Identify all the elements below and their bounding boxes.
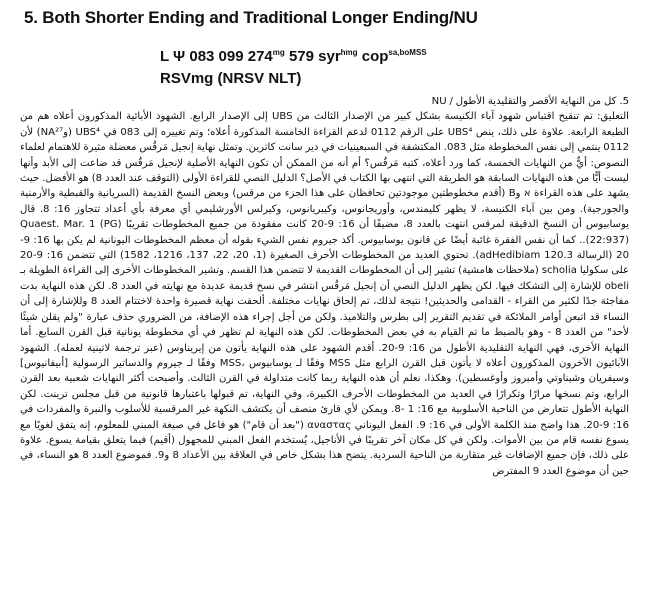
witness-main: L Ψ 083 099 274 <box>160 48 273 65</box>
witness-list-line-2: RSVmg (NRSV NLT) <box>160 70 302 87</box>
witness-mid: 579 syr <box>284 48 341 65</box>
commentary-title: 5. كل من النهاية الأقصر والتقليدية الأطول / NU <box>431 96 629 107</box>
witness-sup-sabomss: sa,boMSS <box>388 48 427 57</box>
witness-sup-hmg: hmg <box>340 48 358 57</box>
arabic-commentary <box>20 94 629 479</box>
witness-sup-mg: mg <box>272 48 285 57</box>
witness-end: cop <box>357 48 389 65</box>
commentary-paragraph: التعليق: تم تنقيح اقتباس شهود آباء الكنيسة بشكل كبير من الإصدار الثالث من UBS إلى الإصدار الرابع. الشهود الأبائية المذكورون أعلاه هم من الطبعة الرابعة. علاوة على ذلك، ينص UBS⁴ على الرقم 0112 لدعم القراءة الخامسة المذكورة أعلاه؛ وتم تغييره إلى 083 في UBS⁴ (وNA²⁷) لأن 0112 ينتمي إلى نفس المخطوطة مثل 083. المكتشفة في السبعينيات في دير سانت كاترين. وتمثل نهاية إنجيل مَرقُس معضلة مثيرة للاهتمام لعلماء النصوص: أيٌّ من النهايات الخمسة، كما ورد أعلاه، كتبه مَرقُس؟ أم أنه من الممكن أن تكون النهاية الأصلية لإنجيل مَرقُس قد ضاعت إلى الأبد وأنها ليست أيًّا من هذه النهايات السابقة هو الطريقة التي انتهى بها الكتاب في الأصل؟ الدليل النصي للقراءة الأولى (التوقف عند العدد 8) هو الأفضل. حيث يشهد على هذه القراءة א وB (أقدم مخطوطتين موجودتين تحافظان على هذا الجزء من مرقس) وبعض النسخ القديمة (السريانية والقبطية والأرمنية والجورجية). ومن بين آباء الكنيسة، لا يظهر كليمندس، وأوريجانوس، وكيبريانوس، وكيرلس الأورشليمي أي معرفة بأي أعداد تتجاوز 16: 8. قال يوسابيوس أن النسخ الدقيقة لمرقس انتهت بالعدد 8، مضيفًا أن 16: 9-20 كانت مفقودة من جميع المخطوطات تقريبًا (Quaest. Mar. 1 (PG 22:937)).. كما أن نفس الفقرة غائبة أيضًا عن قانون يوسابيوس. أكد جيروم نفس الشيء بقوله أن معظم المخطوطات اليونانية لم يكن بها 16: 9-20 (الرسالة 120.3 adHedibiam). تحتوي العديد من المخطوطات الأحرف الصغيرة (1، 20، 22، 137، 1216، 1582) التي تتضمن 16: 9-20 على سكوليا scholia (ملاحظات هامشية) تشير إلى أن المخطوطات القديمة لا تتضمن هذا القسم. وتشير المخطوطات الأخرى إلى القراءة الطويلة بـ obeli للإشارة إلى التشكك فيها. لكن يظهر الدليل النصي أن إنجيل مَرقُس انتشر في نسخ قديمة عديدة مع نهايته في العدد 8. لكن هذه النهاية بدت مفاجئة جدًا لكثير من القراء - القدامى والحديثين! نتيجة لذلك، تم إلحاق نهايات مختلفة. ألحقت نهاية قصيرة واحدة لاختتام العدد 8 وللإشارة إلى أن النساء قد اتبعن أوامر الملائكة في تقديم التقرير إلى بطرس والتلاميذ. ولكن من أجل إجراء هذه الإضافة، من الضروري حذف عبارة "ولم يقلن شيئًا لأحد" من العدد 8 - وهو بالضبط ما تم القيام به في بعض المخطوطات. لكن هذه النهاية لم تظهر في أي مخطوطة يونانية قبل القرن السابع. أما النهاية الأخرى، فهي النهاية التقليدية الأطول من 16: 9-20. أقدم الشهود على هذه النهاية يأتون من إيريناوس (عبر ترجمة لاتينية لعمله). الشهود الآبائيون الآخرون المذكورون أعلاه لا يأتون قبل القرن الرابع مثل MSS وفقًا لـ يوسابيوس ،MSS وفقًا لـ جيروم والدساتير الرسولية [أبيفانيوس] وسيفريان وشيناوتي وأمبروز وأوغسطين). وهكذا، نعلم أن هذه النهاية ربما كانت متداولة في القرن الثالث. وأصبحت أكثر النهايات شعبية بعد القرن الرابع، وتم نسخها مرارًا وتكرارًا في العديد من المخطوطات الأحرف الكبيرة، وفي النهاية، تم قبولها باعتبارها قانونية من قبل مجلس ترينت. لكن النهاية الأطول تتعارض من الناحية الأسلوبية مع 16: 1 -8. ويمكن لأي قارئ منصف أن يكتشف النكهة غير المرقسية للأسلوب والنبرة والمفردات في 16: 9-20. هذا واضح منذ الكلمة الأولى في 16: 9. الفعل اليوناني αναστας ("بعد أن قام") هو فاعل في صيغة المبني للمعلوم، إنه يتفق لغويًا مع يسوع نفسه قام من بين الأموات. ولكن في كل مكان آخر تقريبًا في الأناجيل، يُستخدم الفعل المبني للمجهول (أقيم) فيما يتعلق بقيامة يسوع. علاوة على ذلك، فإن جميع الإضافات غير متقاربة من الناحية السردية. يتضح هذا بشكل خاص في العلاقة بين الأعداد 8 و9. فموضوع العدد 8 هو النساء، في حين أن موضوع العدد 9 المفترض <box>20 111 630 477</box>
section-heading: 5. Both Shorter Ending and Traditional Longer Ending/NU <box>24 8 478 27</box>
witness-list-line-1 <box>160 46 629 68</box>
